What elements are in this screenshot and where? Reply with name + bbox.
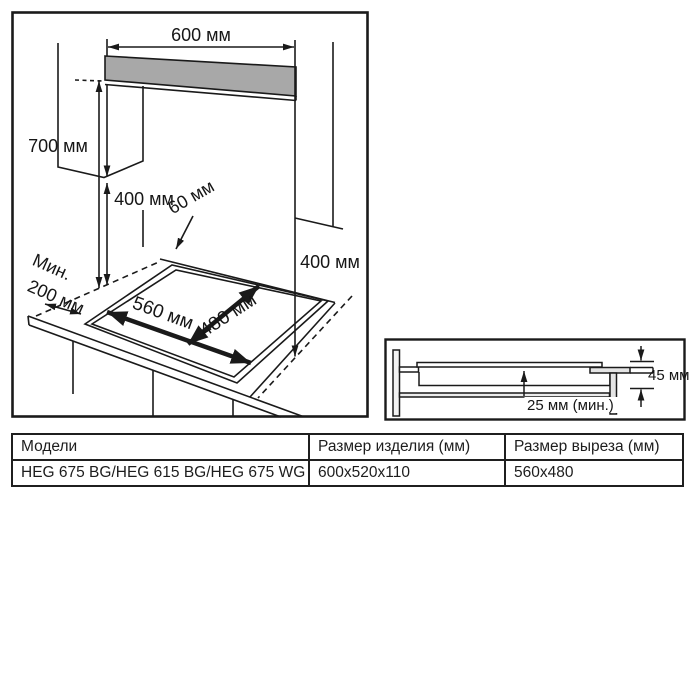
label-60mm: 60 мм [164,175,218,219]
spec-table-header-row [12,434,683,460]
header-cutout-size: Размер выреза (мм) [505,434,683,460]
header-models: Модели [12,434,309,460]
label-700mm: 700 мм [28,136,88,156]
mounting-bracket-flange [590,368,630,374]
cell-cutout-size: 560x480 [505,460,683,486]
cell-product-size: 600x520x110 [309,460,505,486]
dimension-60 [176,216,193,249]
spec-table [11,433,684,487]
label-560mm: 560 мм [129,292,197,335]
label-min: Мин. [29,249,75,285]
label-45mm: 45 мм [648,367,690,384]
right-wall-cabinet [295,42,343,229]
counter-left-section [400,367,419,372]
label-25mm: 25 мм (мин.) [527,397,614,414]
side-wall-section [393,350,400,416]
header-product-size: Размер изделия (мм) [309,434,505,460]
label-400mm-right: 400 мм [300,252,360,272]
hood-band [75,56,296,101]
hob-body-section [419,372,610,386]
cell-models: HEG 675 BG/HEG 615 BG/HEG 675 WG [12,460,309,486]
label-600mm: 600 мм [171,25,231,45]
label-400mm-left: 400 мм [114,189,174,209]
main-installation-diagram [13,13,368,418]
label-480mm: 480 мм [196,289,261,342]
hob-glass-section [417,363,602,368]
spec-table-data-row [12,460,683,486]
label-200mm: 200 мм [24,275,88,319]
